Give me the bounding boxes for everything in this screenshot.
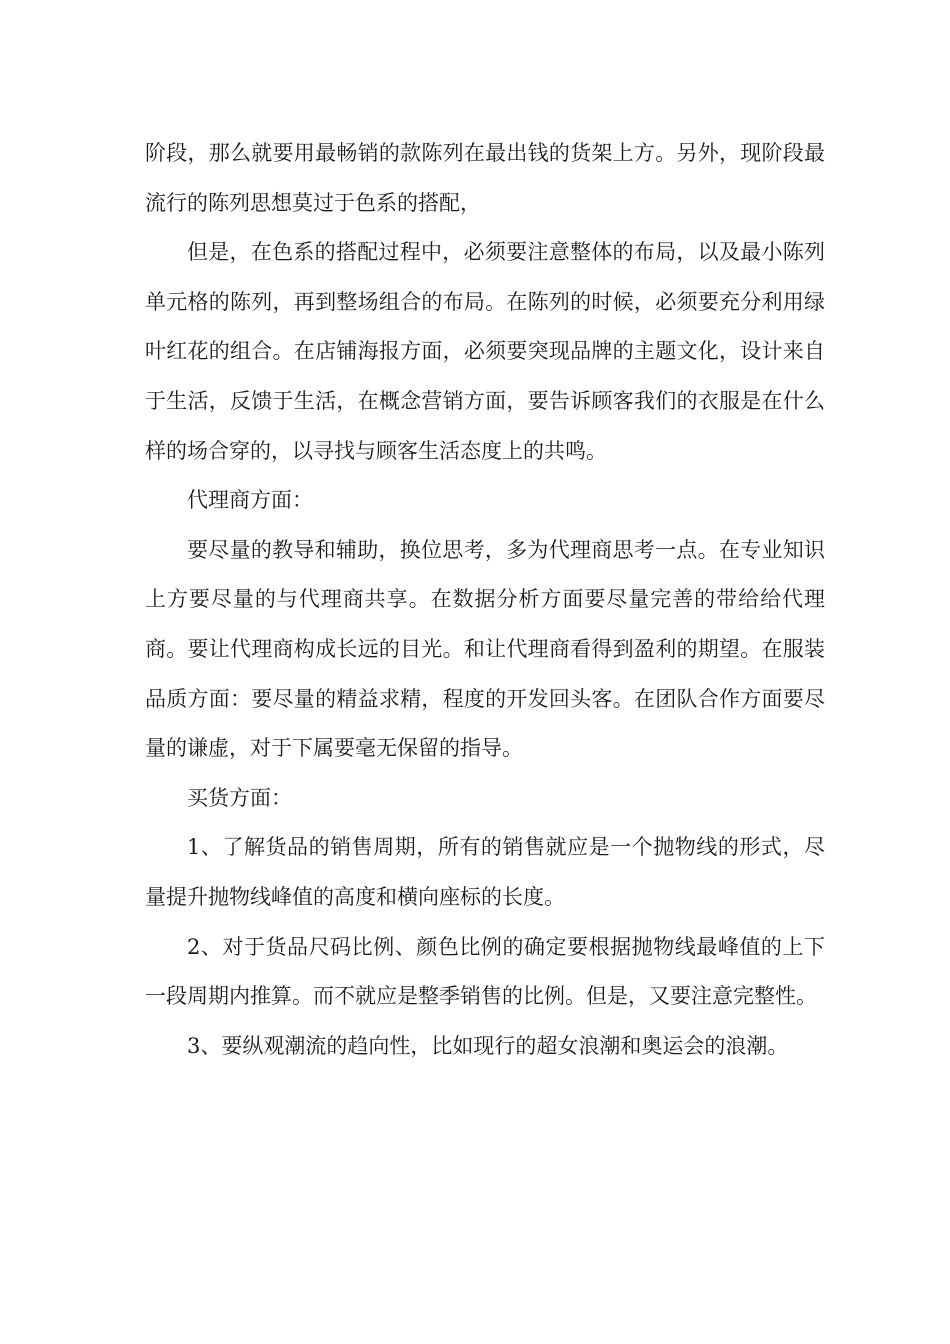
heading-purchasing: 买货方面： (187, 785, 292, 810)
document-body (145, 129, 825, 1071)
list-item-1: 1、了解货品的销售周期，所有的销售就应是一个抛物线的形式，尽量提升抛物线峰值的高度和横向座标的长度。 (145, 835, 825, 909)
paragraph-display-continuation: 阶段，那么就要用最畅销的款陈列在最出钱的货架上方。另外，现阶段最流行的陈列思想莫过于色系的搭配， (145, 141, 825, 215)
paragraph-color-layout: 但是，在色系的搭配过程中，必须要注意整体的布局，以及最小陈列单元格的陈列，再到整场组合的布局。在陈列的时候，必须要充分利用绿叶红花的组合。在店铺海报方面，必须要突现品牌的主题文化，设计来自于生活，反馈于生活，在概念营销方面，要告诉顾客我们的衣服是在什么样的场合穿的，以寻找与顾客生活态度上的共鸣。 (145, 240, 825, 463)
paragraph-agents: 要尽量的教导和辅助，换位思考，多为代理商思考一点。在专业知识上方要尽量的与代理商共享。在数据分析方面要尽量完善的带给给代理商。要让代理商构成长远的目光。和让代理商看得到盈利的期望。在服装品质方面：要尽量的精益求精，程度的开发回头客。在团队合作方面要尽量的谦虚，对于下属要毫无保留的指导。 (145, 537, 825, 761)
list-item-3: 3、要纵观潮流的趋向性，比如现行的超女浪潮和奥运会的浪潮。 (187, 1033, 789, 1058)
list-item-2: 2、对于货品尺码比例、颜色比例的确定要根据抛物线最峰值的上下一段周期内推算。而不就应是整季销售的比例。但是，又要注意完整性。 (145, 934, 825, 1009)
heading-agents: 代理商方面： (187, 488, 313, 513)
